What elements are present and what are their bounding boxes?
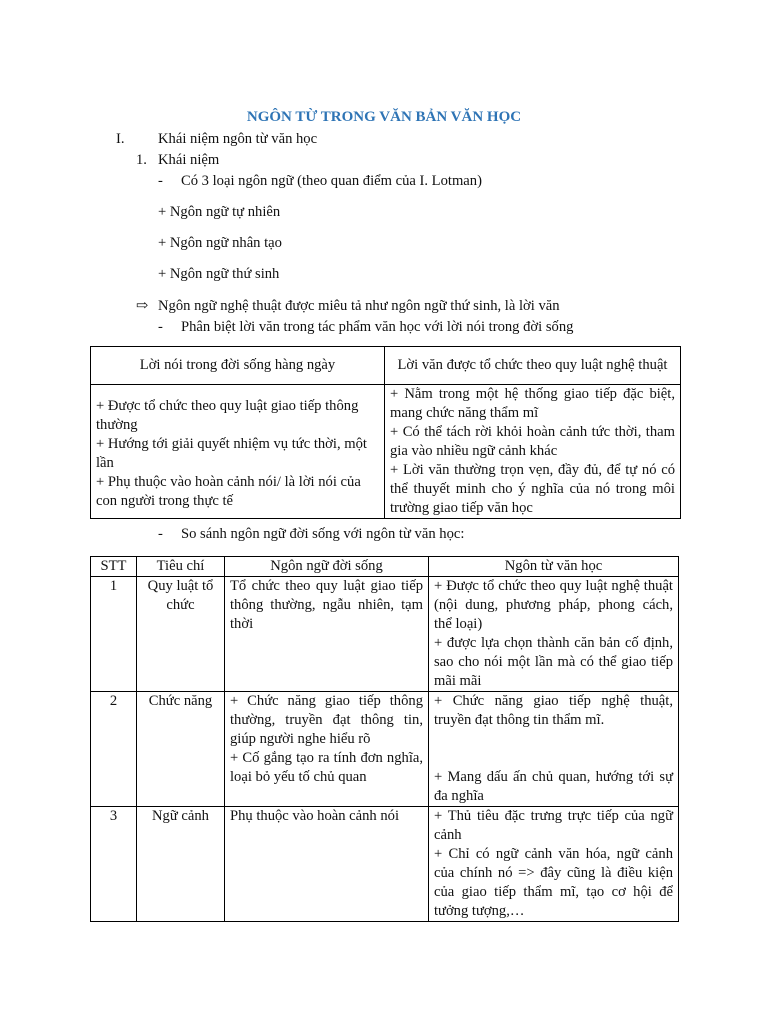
list-item: + Lời văn thường trọn vẹn, đầy đủ, để tự nó có thể thuyết minh cho ý nghĩa của nó trong môi trường giao tiếp văn học (390, 462, 675, 516)
list-item: + Được tổ chức theo quy luật giao tiếp thông thường (96, 398, 359, 433)
dash-marker: - (158, 173, 163, 189)
cell-paragraph: + Cố gắng tạo ra tính đơn nghĩa, loại bỏ yếu tố chủ quan (230, 750, 423, 785)
cell-paragraph: + Thủ tiêu đặc trưng trực tiếp của ngữ cảnh (434, 808, 673, 843)
cell-paragraph: + Chức năng giao tiếp thông thường, truyền đạt thông tin, giúp người nghe hiểu rõ (230, 693, 423, 747)
header-cell: Ngôn từ văn học (429, 557, 679, 577)
table-row (91, 692, 679, 807)
bullet-compare: So sánh ngôn ngữ đời sống với ngôn từ văn học: (181, 526, 465, 542)
bullet-languages: Có 3 loại ngôn ngữ (theo quan điểm của I. Lotman) (181, 173, 482, 189)
type-artificial: + Ngôn ngữ nhân tạo (158, 235, 282, 251)
table-row (91, 577, 679, 692)
comparison-table-speech (90, 346, 681, 519)
table-row (91, 385, 681, 519)
list-item: + Có thể tách rời khỏi hoàn cảnh tức thời, tham gia vào nhiều ngữ cảnh khác (390, 424, 675, 459)
subsection-heading: Khái niệm (158, 152, 220, 168)
header-cell: Ngôn ngữ đời sống (225, 557, 429, 577)
table-cell-daily-speech (91, 385, 385, 519)
cell-paragraph: + được lựa chọn thành căn bản cố định, sao cho nói một lần mà có thể giao tiếp mãi mãi (434, 635, 673, 689)
cell-paragraph: + Được tổ chức theo quy luật nghệ thuật (nội dung, phương pháp, phong cách, thể loại) (434, 578, 673, 632)
stt-cell: 2 (91, 692, 137, 807)
life-language-cell (225, 577, 429, 692)
header-cell: STT (91, 557, 137, 577)
cell-paragraph: Phụ thuộc vào hoàn cảnh nói (230, 808, 400, 824)
type-secondary: + Ngôn ngữ thứ sinh (158, 266, 280, 282)
arrow-right-icon: ⇨ (136, 298, 149, 314)
section-heading: Khái niệm ngôn từ văn học (158, 131, 318, 147)
header-cell: Tiêu chí (137, 557, 225, 577)
life-language-cell (225, 692, 429, 807)
criterion-cell: Chức năng (137, 692, 225, 807)
literary-language-cell (429, 807, 679, 922)
table-header-row (91, 557, 679, 577)
bullet-distinguish: Phân biệt lời văn trong tác phẩm văn học với lời nói trong đời sống (181, 319, 574, 335)
comparison-table-language (90, 556, 679, 922)
criterion-cell: Quy luật tổ chức (137, 577, 225, 692)
document-title: NGÔN TỪ TRONG VĂN BẢN VĂN HỌC (246, 109, 522, 125)
subsection-number: 1. (136, 152, 147, 168)
stt-cell: 3 (91, 807, 137, 922)
table-header-row (91, 347, 681, 385)
literary-language-cell (429, 577, 679, 692)
list-item: + Phụ thuộc vào hoàn cảnh nói/ là lời nói của con người trong thực tế (96, 474, 361, 509)
table-row (91, 807, 679, 922)
cell-paragraph: + Mang dấu ấn chủ quan, hướng tới sự đa nghĩa (434, 769, 673, 804)
cell-paragraph: Tổ chức theo quy luật giao tiếp thông thường, ngẫu nhiên, tạm thời (230, 578, 423, 632)
stt-cell: 1 (91, 577, 137, 692)
cell-paragraph: + Chỉ có ngữ cảnh văn hóa, ngữ cảnh của chính nó => đây cũng là điều kiện của giao tiếp thẩm mĩ, tạo cơ hội để tưởng tượng,… (434, 846, 673, 919)
dash-marker: - (158, 319, 163, 335)
list-item: + Nằm trong một hệ thống giao tiếp đặc biệt, mang chức năng thẩm mĩ (390, 386, 675, 421)
dash-marker: - (158, 526, 163, 542)
cell-paragraph: + Chức năng giao tiếp nghệ thuật, truyền đạt thông tin thẩm mĩ. (434, 693, 673, 728)
header-cell: Lời văn được tổ chức theo quy luật nghệ thuật (385, 347, 681, 385)
life-language-cell (225, 807, 429, 922)
type-natural: + Ngôn ngữ tự nhiên (158, 204, 281, 220)
literary-language-cell (429, 692, 679, 807)
conclusion-text: Ngôn ngữ nghệ thuật được miêu tả như ngôn ngữ thứ sinh, là lời văn (158, 298, 560, 314)
table-cell-literary-speech (385, 385, 681, 519)
criterion-cell: Ngữ cảnh (137, 807, 225, 922)
header-cell: Lời nói trong đời sống hàng ngày (91, 347, 385, 385)
section-number: I. (116, 131, 125, 147)
list-item: + Hướng tới giải quyết nhiệm vụ tức thời, một lần (96, 436, 367, 471)
